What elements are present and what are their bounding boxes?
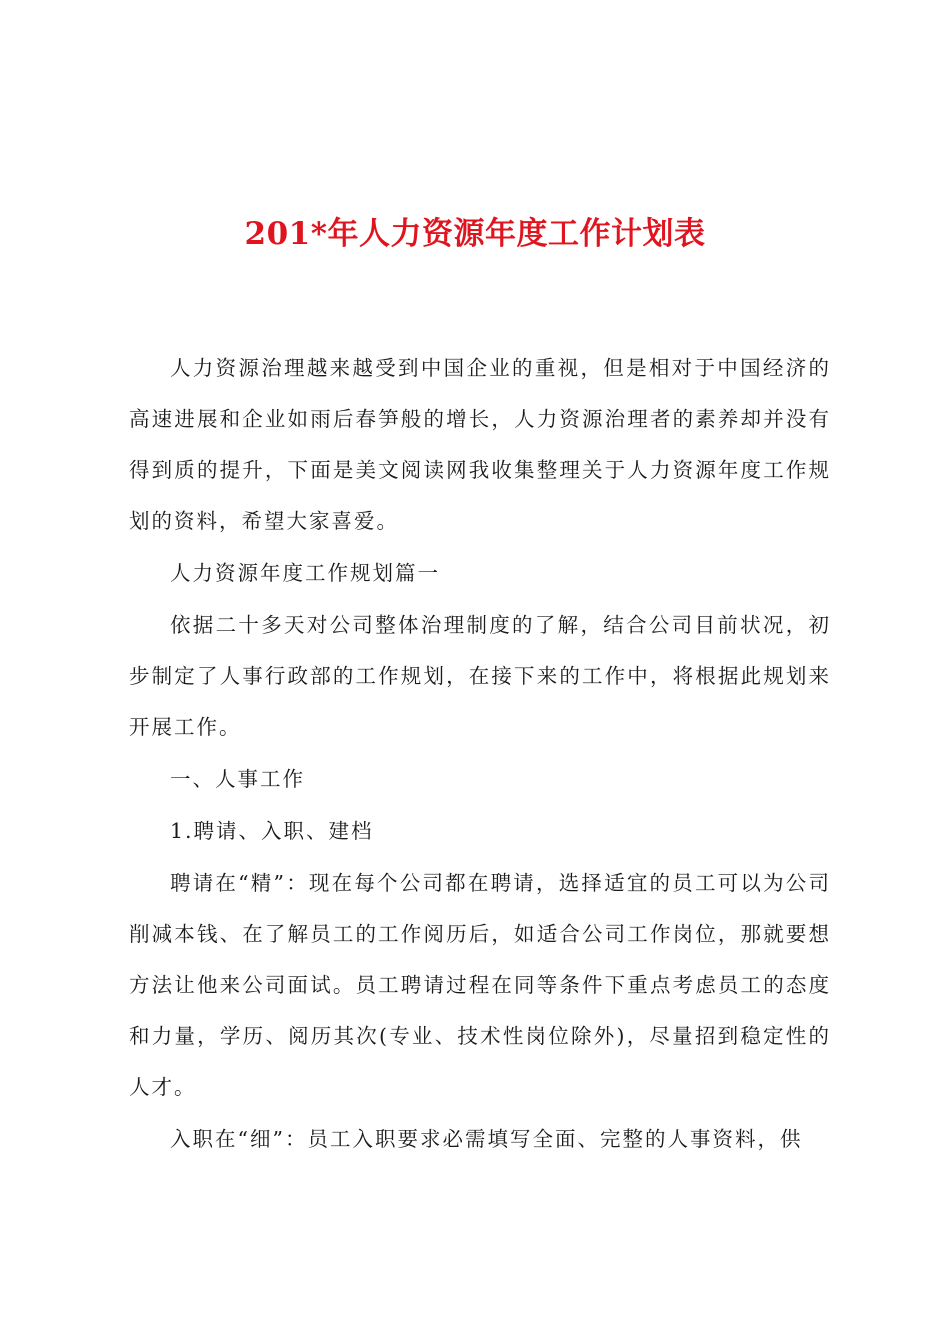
intro-paragraph: 人力资源治理越来越受到中国企业的重视，但是相对于中国经济的高速进展和企业如雨后春笋般的增长，人力资源治理者的素养却并没有得到质的提升，下面是美文阅读网我收集整理关于人力资源年度工作规划的资料，希望大家喜爱。 [129, 356, 831, 533]
subheading-recruitment: 1.聘请、入职、建档 [170, 819, 374, 843]
recruitment-paragraph: 聘请在“精”：现在每个公司都在聘请，选择适宜的员工可以为公司削减本钱、在了解员工的工作阅历后，如适合公司工作岗位，那就要想方法让他来公司面试。员工聘请过程在同等条件下重点考虑员工的态度和力量，学历、阅历其次(专业、技术性岗位除外)，尽量招到稳定性的人才。 [129, 871, 831, 1099]
planning-paragraph: 依据二十多天对公司整体治理制度的了解，结合公司目前状况，初步制定了人事行政部的工作规划，在接下来的工作中，将根据此规划来开展工作。 [129, 613, 831, 739]
onboarding-paragraph: 入职在“细”：员工入职要求必需填写全面、完整的人事资料，供 [170, 1127, 803, 1151]
section-heading-part-one: 人力资源年度工作规划篇一 [170, 561, 440, 585]
section-heading-personnel: 一、人事工作 [170, 767, 305, 791]
document-title: 201*年人力资源年度工作计划表 [244, 216, 706, 252]
document-body [129, 343, 831, 1165]
